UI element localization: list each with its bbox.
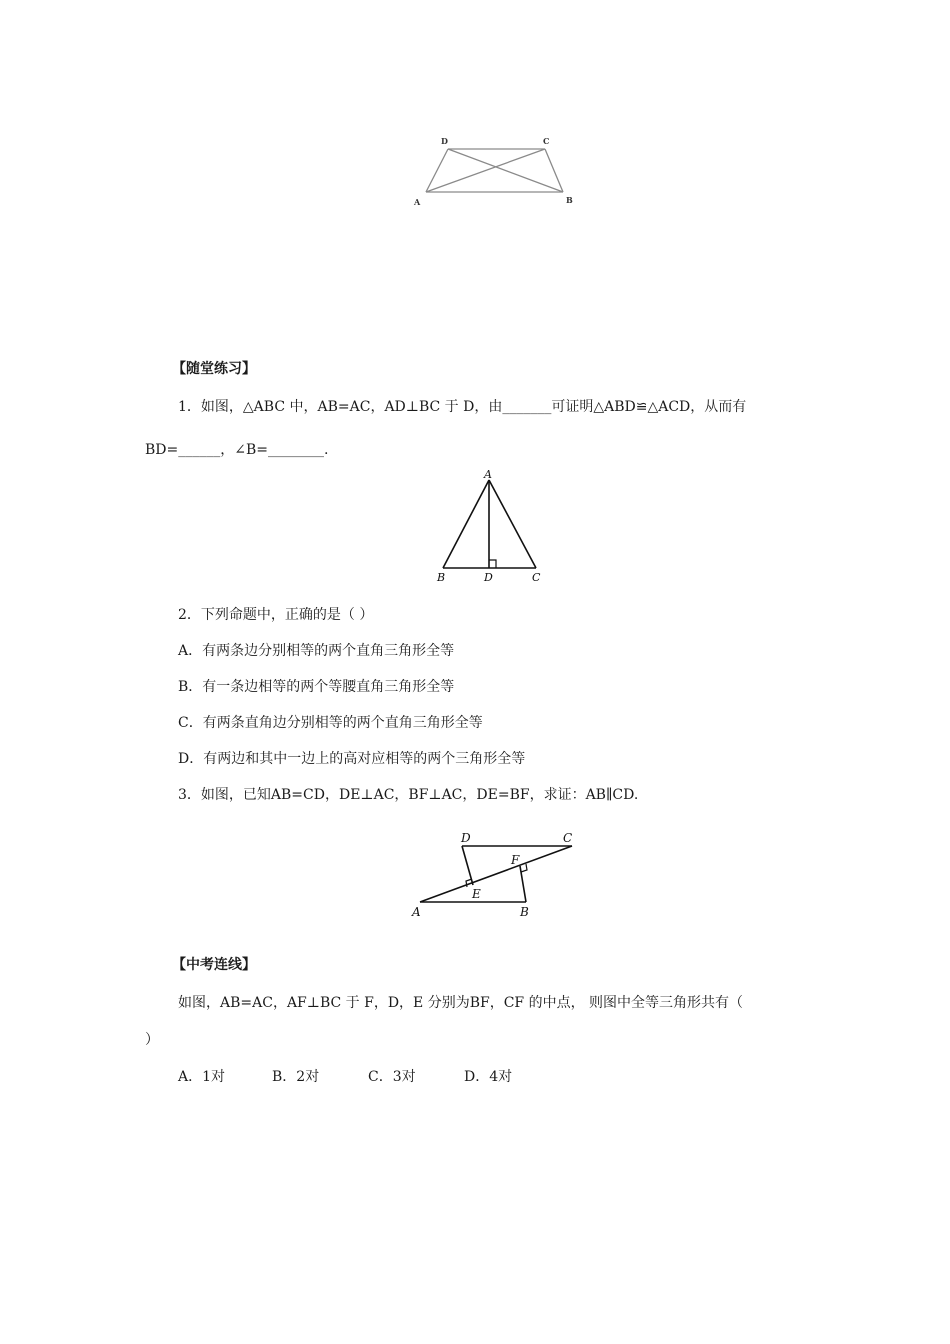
figure-top-triangles: [408, 132, 584, 210]
q2-option-d: D．有两边和其中一边上的高对应相等的两个三角形全等: [178, 751, 526, 767]
label-d: D: [484, 571, 493, 584]
q2-option-b: B．有一条边相等的两个等腰直角三角形全等: [178, 679, 455, 695]
q2-option-c: C．有两条直角边分别相等的两个直角三角形全等: [178, 715, 483, 731]
exam-option-d: D．4对: [464, 1069, 513, 1085]
label-c: C: [563, 831, 573, 845]
label-d: D: [441, 136, 448, 146]
label-b: B: [520, 905, 529, 919]
exam-option-b: B．2对: [272, 1069, 320, 1085]
segment-db: [448, 149, 563, 192]
label-d: D: [461, 831, 471, 845]
q3-stem: 3．如图，已知AB=CD，DE⊥AC，BF⊥AC，DE=BF，求证：AB∥CD.: [178, 787, 639, 803]
label-f: F: [511, 853, 520, 867]
label-a: A: [484, 468, 492, 481]
exam-question-line1: 如图，AB=AC，AF⊥BC 于 F，D，E 分别为BF，CF 的中点， 则图中全等三角形共有（: [178, 995, 744, 1011]
figure-q3-parallel-segments: [408, 826, 584, 922]
right-angle-mark: [489, 560, 496, 568]
practice-heading: 【随堂练习】: [172, 361, 256, 377]
label-e: E: [472, 887, 481, 901]
side-ab: [443, 480, 489, 568]
label-c: C: [532, 571, 541, 584]
label-a: A: [414, 197, 421, 207]
segment-cb: [545, 149, 563, 192]
exam-option-a: A．1对: [178, 1069, 226, 1085]
q1-line1: 1．如图，△ABC 中，AB=AC，AD⊥BC 于 D，由_______可证明△ABD≌△ACD，从而有: [178, 399, 747, 415]
q1-line2: BD=______，∠B=________.: [145, 442, 329, 458]
q2-stem: 2．下列命题中，正确的是（ ）: [178, 607, 374, 623]
exam-option-c: C．3对: [368, 1069, 416, 1085]
segment-ac: [420, 846, 572, 902]
label-c: C: [543, 136, 550, 146]
exam-question-line2: ）: [145, 1032, 159, 1048]
label-b: B: [437, 571, 446, 584]
segment-ac: [426, 149, 545, 192]
exam-heading: 【中考连线】: [172, 957, 256, 973]
figure-q1-isosceles-triangle: [428, 468, 552, 586]
side-ac: [489, 480, 536, 568]
label-b: B: [566, 195, 573, 205]
label-a: A: [412, 905, 421, 919]
q2-option-a: A．有两条边分别相等的两个直角三角形全等: [178, 643, 455, 659]
